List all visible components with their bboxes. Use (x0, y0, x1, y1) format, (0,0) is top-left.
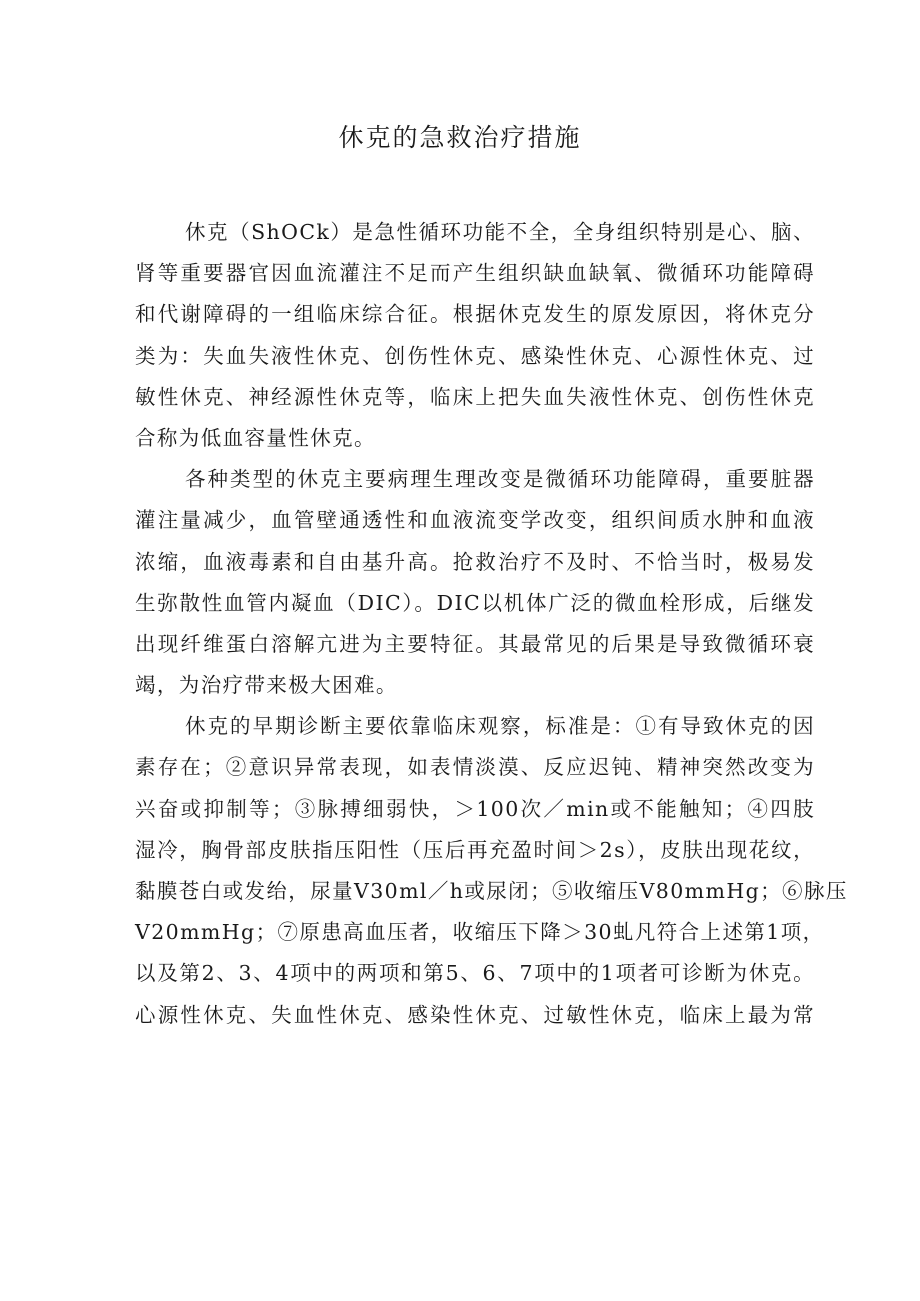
text-line: 休克（ShOCk）是急性循环功能不全，全身组织特别是心、脑、 (185, 220, 815, 244)
text-line: 敏性休克、神经源性休克等，临床上把失血失液性休克、创伤性休克 (135, 384, 815, 409)
text-line: 浓缩，血液毒素和自由基升高。抢救治疗不及时、不恰当时，极易发 (135, 549, 815, 574)
text-line: 出现纤维蛋白溶解亢进为主要特征。其最常见的后果是导致微循环衰 (135, 631, 815, 656)
text-line: 素存在；②意识异常表现，如表情淡漠、反应迟钝、精神突然改变为 (135, 755, 815, 780)
paragraph-1 (135, 212, 815, 459)
text-line: 和代谢障碍的一组临床综合征。根据休克发生的原发原因，将休克分 (135, 302, 815, 327)
text-line: 灌注量减少，血管壁通透性和血液流变学改变，组织间质水肿和血液 (135, 508, 815, 533)
text-line: 生弥散性血管内凝血（DIC）。DIC以机体广泛的微血栓形成，后继发 (135, 590, 815, 615)
text-line: 休克的早期诊断主要依靠临床观察，标准是：①有导致休克的因 (185, 714, 815, 739)
paragraph-2 (135, 459, 815, 706)
paragraph-3 (135, 706, 848, 1036)
text-line: 各种类型的休克主要病理生理改变是微循环功能障碍，重要脏器 (185, 467, 815, 492)
text-line: 湿冷，胸骨部皮肤指压阳性（压后再充盈时间＞2s），皮肤出现花纹， (135, 837, 815, 862)
page-title: 休克的急救治疗措施 (338, 123, 582, 152)
document-body (135, 212, 848, 1036)
text-line: 黏膜苍白或发绐，尿量V30ml／h或尿闭；⑤收缩压V80mmHg；⑥脉压 (135, 879, 848, 903)
text-line: 肾等重要器官因血流灌注不足而产生组织缺血缺氧、微循环功能障碍 (135, 261, 815, 286)
text-line: V20mmHg；⑦原患高血压者，收缩压下降＞30虬凡符合上述第1项， (135, 920, 825, 945)
text-line: 兴奋或抑制等；③脉搏细弱快，＞100次／min或不能触知；④四肢 (135, 796, 815, 821)
text-line: 类为：失血失液性休克、创伤性休克、感染性休克、心源性休克、过 (135, 343, 815, 368)
text-line: 以及第2、3、4项中的两项和第5、6、7项中的1项者可诊断为休克。 (135, 961, 815, 986)
text-line: 心源性休克、失血性休克、感染性休克、过敏性休克，临床上最为常 (135, 1002, 815, 1027)
text-line: 合称为低血容量性休克。 (135, 425, 376, 450)
text-line: 竭，为治疗带来极大困难。 (135, 673, 398, 698)
